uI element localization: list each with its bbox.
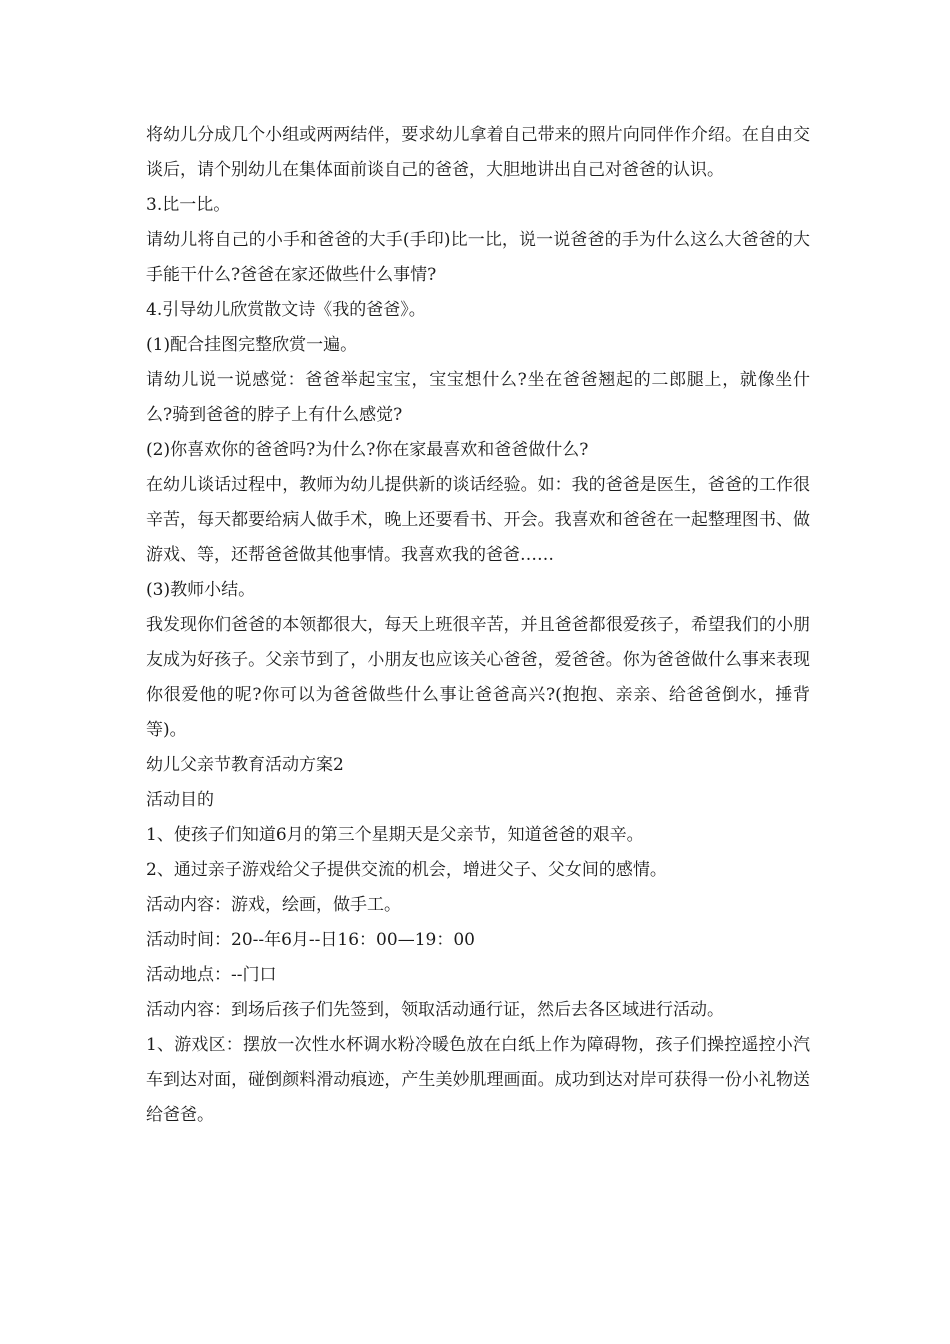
activity-location: 活动地点：--门口: [146, 965, 277, 985]
paragraph-intro-groups: 将幼儿分成几个小组或两两结伴，要求幼儿拿着自己带来的照片向同伴作介绍。在自由交谈后，请个别幼儿在集体面前谈自己的爸爸，大胆地讲出自己对爸爸的认识。: [146, 125, 810, 180]
paragraph-step-4: 4.引导幼儿欣赏散文诗《我的爸爸》。: [146, 300, 426, 320]
paragraph-hand-compare: 请幼儿将自己的小手和爸爸的大手(手印)比一比，说一说爸爸的手为什么这么大爸爸的大手能干什么?爸爸在家还做些什么事情?: [146, 230, 810, 285]
game-area-description: 1、游戏区：摆放一次性水杯调水粉冷暖色放在白纸上作为障碍物，孩子们操控遥控小汽车到达对面，碰倒颜料滑动痕迹，产生美妙肌理画面。成功到达对岸可获得一份小礼物送给爸爸。: [146, 1035, 810, 1125]
activity-process: 活动内容：到场后孩子们先签到，领取活动通行证，然后去各区域进行活动。: [146, 1000, 724, 1020]
list-item-purpose-1: 1、使孩子们知道6月的第三个星期天是父亲节，知道爸爸的艰辛。: [146, 825, 644, 845]
paragraph-feelings: 请幼儿说一说感觉：爸爸举起宝宝，宝宝想什么?坐在爸爸翘起的二郎腿上，就像坐什么?骑到爸爸的脖子上有什么感觉?: [146, 370, 810, 425]
section-title-plan-2: 幼儿父亲节教育活动方案2: [146, 755, 344, 775]
paragraph-step-3: 3.比一比。: [146, 195, 231, 215]
paragraph-teacher-guide: 在幼儿谈话过程中，教师为幼儿提供新的谈话经验。如：我的爸爸是医生，爸爸的工作很辛苦，每天都要给病人做手术，晚上还要看书、开会。我喜欢和爸爸在一起整理图书、做游戏、等，还帮爸爸做其他事情。我喜欢我的爸爸……: [146, 475, 810, 565]
list-item-purpose-2: 2、通过亲子游戏给父子提供交流的机会，增进父子、父女间的感情。: [146, 860, 667, 880]
paragraph-sub-1: (1)配合挂图完整欣赏一遍。: [146, 335, 358, 355]
activity-time: 活动时间：20--年6月--日16：00—19：00: [146, 930, 475, 950]
paragraph-summary: 我发现你们爸爸的本领都很大，每天上班很辛苦，并且爸爸都很爱孩子，希望我们的小朋友成为好孩子。父亲节到了，小朋友也应该关心爸爸，爱爸爸。你为爸爸做什么事来表现你很爱他的呢?你可以为爸爸做些什么事让爸爸高兴?(抱抱、亲亲、给爸爸倒水，捶背等)。: [146, 615, 810, 740]
heading-activity-purpose: 活动目的: [146, 790, 214, 810]
document-body: [146, 118, 810, 1133]
activity-content: 活动内容：游戏，绘画，做手工。: [146, 895, 401, 915]
paragraph-sub-3: (3)教师小结。: [146, 580, 256, 600]
paragraph-sub-2: (2)你喜欢你的爸爸吗?为什么?你在家最喜欢和爸爸做什么?: [146, 440, 589, 460]
